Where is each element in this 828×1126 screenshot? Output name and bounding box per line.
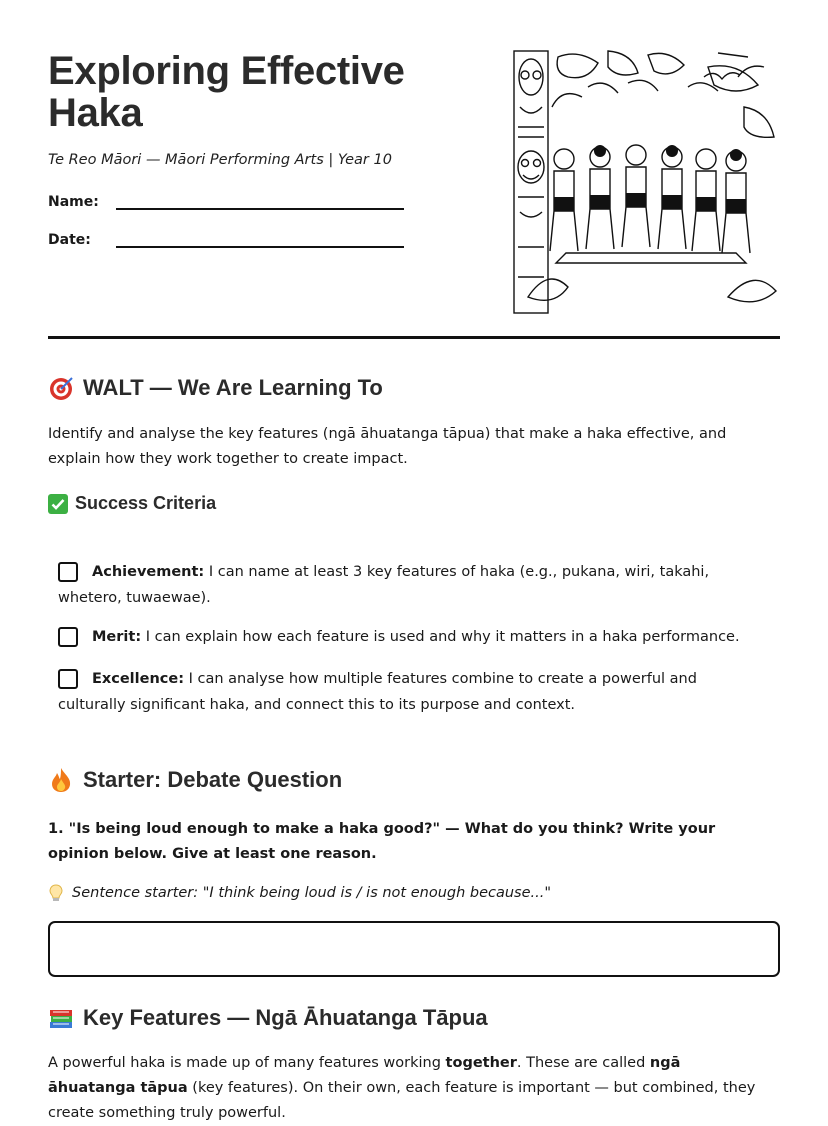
fire-icon <box>48 767 74 793</box>
walt-heading <box>48 375 383 401</box>
name-input-line[interactable] <box>116 194 404 210</box>
criterion-excellence <box>58 666 758 718</box>
criterion-label: Achievement: <box>92 564 205 580</box>
criterion-label: Merit: <box>92 629 142 645</box>
key-features-heading <box>48 1005 488 1031</box>
key-features-text-part: (key features). On their own, each feature is important — but combined, they create something truly powerful. <box>48 1080 756 1121</box>
date-field[interactable] <box>48 232 468 248</box>
page-title <box>48 50 468 134</box>
starter-heading-text: Starter: Debate Question <box>83 767 343 792</box>
target-icon <box>48 375 74 401</box>
criterion-text: I can explain how each feature is used and why it matters in a haka performance. <box>141 629 740 645</box>
criterion-text: I can analyse how multiple features combine to create a powerful and culturally significant haka, and connect this to its purpose and context. <box>58 671 697 713</box>
sentence-starter-text: Sentence starter: "I think being loud is / is not enough because..." <box>72 885 552 901</box>
key-features-text <box>48 1051 768 1126</box>
check-box-icon <box>48 494 68 514</box>
date-input-line[interactable] <box>116 232 404 248</box>
title-line-1: Exploring Effective <box>48 49 405 93</box>
criterion-achievement <box>58 559 758 611</box>
key-features-text-part: . These are called <box>516 1055 650 1071</box>
walt-text: Identify and analyse the key features (ngā āhuatanga tāpua) that make a haka effective, and explain how they work together to create impact. <box>48 426 727 467</box>
worksheet-header <box>48 50 468 248</box>
success-criteria-heading <box>48 493 216 514</box>
achievement-checkbox[interactable] <box>58 562 78 582</box>
books-icon <box>48 1005 74 1031</box>
success-criteria-heading-text: Success Criteria <box>75 493 217 513</box>
name-field[interactable] <box>48 194 468 210</box>
date-label: Date: <box>48 232 91 248</box>
opinion-answer-box[interactable] <box>48 921 780 977</box>
haka-illustration <box>508 47 780 319</box>
name-label: Name: <box>48 194 99 210</box>
header-divider <box>48 336 780 339</box>
key-features-heading-text: Key Features — Ngā Āhuatanga Tāpua <box>83 1005 488 1030</box>
key-features-text-part: A powerful haka is made up of many features working <box>48 1055 446 1071</box>
key-features-emphasis: together <box>445 1055 517 1071</box>
criterion-merit <box>58 624 758 650</box>
walt-heading-text: WALT — We Are Learning To <box>83 375 383 400</box>
criterion-label: Excellence: <box>92 671 185 687</box>
excellence-checkbox[interactable] <box>58 669 78 689</box>
lightbulb-icon <box>48 884 64 902</box>
debate-question: 1. "Is being loud enough to make a haka good?" — What do you think? Write your opinion below. Give at least one reason. <box>48 821 716 862</box>
page-subtitle: Te Reo Māori — Māori Performing Arts | Year 10 <box>48 152 392 168</box>
merit-checkbox[interactable] <box>58 627 78 647</box>
key-features-emphasis: ngā āhuatanga tāpua <box>48 1055 681 1096</box>
criterion-text: I can name at least 3 key features of haka (e.g., pukana, wiri, takahi, whetero, tuwaewae). <box>58 564 710 606</box>
sentence-starter <box>48 884 551 902</box>
starter-heading <box>48 767 342 793</box>
title-line-2: Haka <box>48 91 143 135</box>
